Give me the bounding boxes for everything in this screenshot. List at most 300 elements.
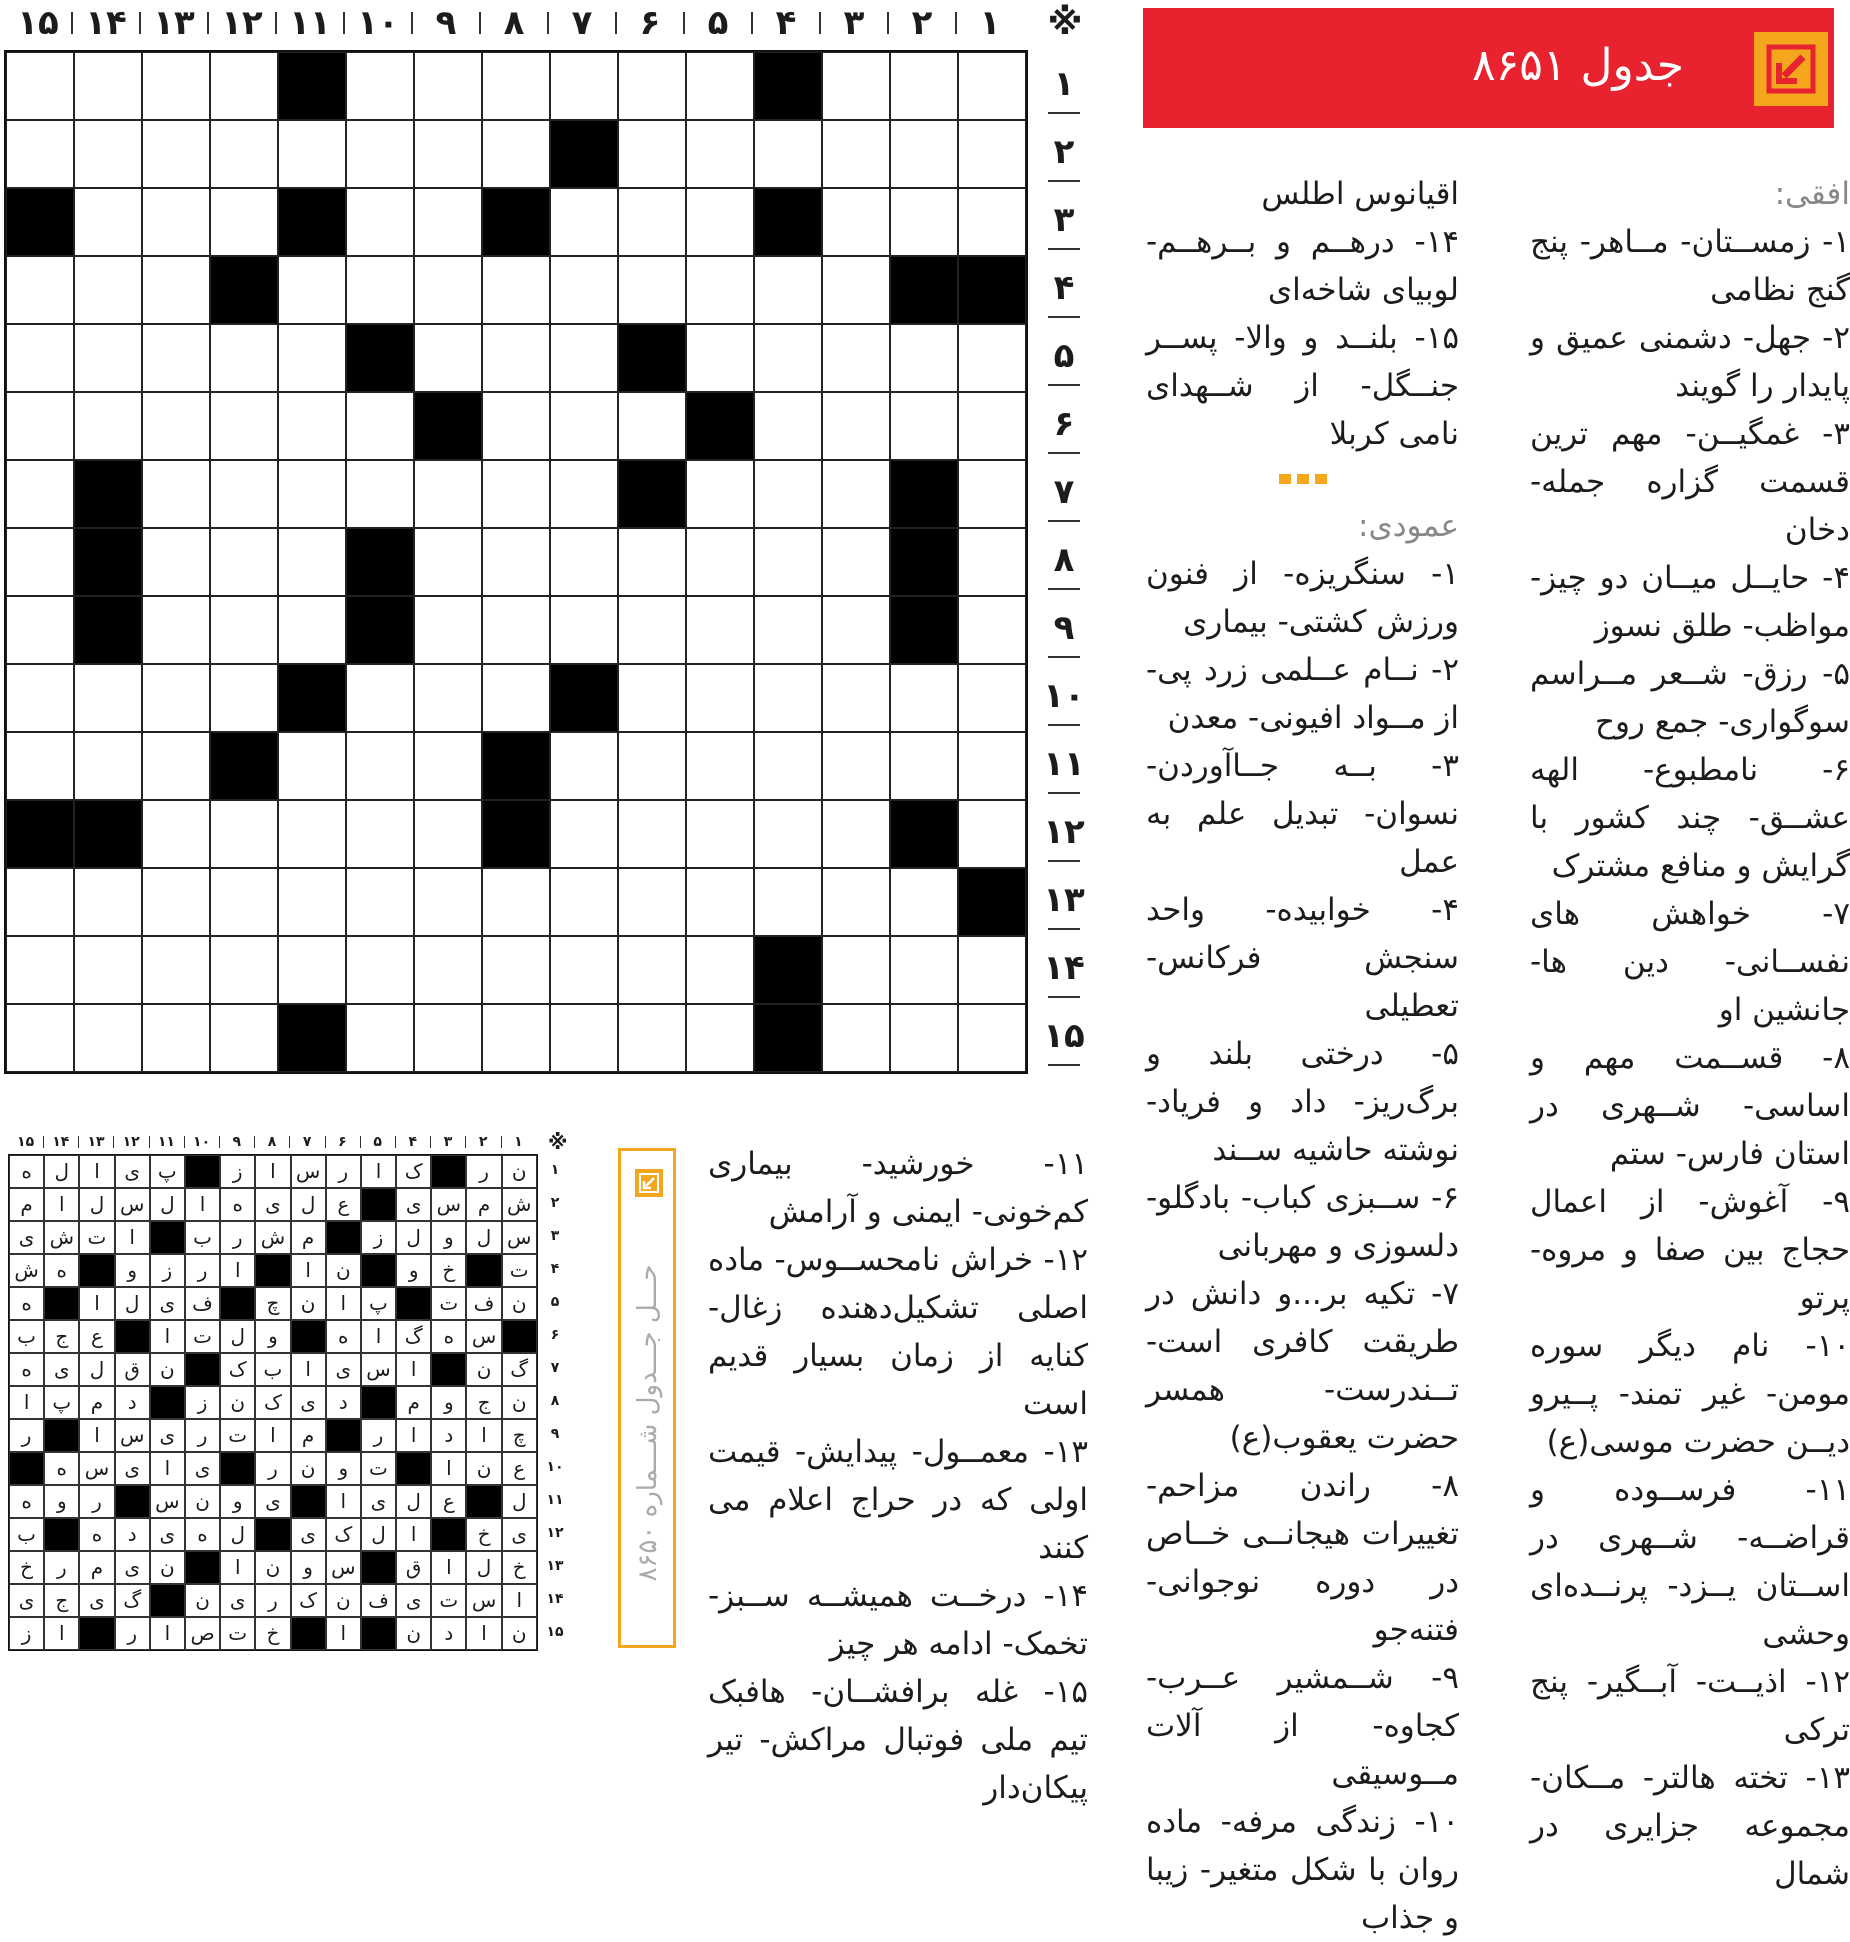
solution-cell: ن bbox=[185, 1584, 220, 1617]
solution-row-number: ۱۲ bbox=[546, 1525, 564, 1541]
black-square bbox=[754, 936, 822, 1004]
solution-row-number: ۱ bbox=[550, 1162, 560, 1178]
solution-cell: د bbox=[431, 1419, 466, 1452]
solution-column-number: ۶ bbox=[338, 1134, 347, 1150]
solution-black-square bbox=[255, 1254, 290, 1287]
solution-row-number: ۱۴ bbox=[546, 1591, 564, 1607]
solution-black-square bbox=[44, 1287, 79, 1320]
grid-cell[interactable] bbox=[550, 732, 618, 800]
solution-cell: ج bbox=[44, 1320, 79, 1353]
solution-cell: س bbox=[466, 1320, 501, 1353]
grid-cell[interactable] bbox=[6, 868, 74, 936]
solution-cell: ف bbox=[466, 1287, 501, 1320]
solution-cell: ن bbox=[291, 1287, 326, 1320]
solution-cell: د bbox=[431, 1617, 466, 1650]
grid-cell[interactable] bbox=[142, 528, 210, 596]
grid-cell[interactable] bbox=[6, 120, 74, 188]
grid-cell[interactable] bbox=[618, 120, 686, 188]
grid-cell[interactable] bbox=[278, 596, 346, 664]
grid-cell[interactable] bbox=[482, 868, 550, 936]
grid-cell[interactable] bbox=[278, 324, 346, 392]
solution-black-square bbox=[361, 1386, 396, 1419]
grid-cell[interactable] bbox=[686, 256, 754, 324]
grid-cell[interactable] bbox=[618, 596, 686, 664]
grid-cell[interactable] bbox=[754, 596, 822, 664]
grid-cell[interactable] bbox=[278, 528, 346, 596]
grid-cell[interactable] bbox=[686, 120, 754, 188]
solution-cell: ت bbox=[220, 1617, 255, 1650]
main-grid-row-numbers bbox=[1036, 50, 1092, 1074]
grid-cell[interactable] bbox=[210, 596, 278, 664]
grid-cell[interactable] bbox=[618, 528, 686, 596]
grid-cell[interactable] bbox=[686, 664, 754, 732]
grid-cell[interactable] bbox=[686, 596, 754, 664]
grid-cell[interactable] bbox=[890, 120, 958, 188]
grid-cell[interactable] bbox=[346, 868, 414, 936]
grid-cell[interactable] bbox=[482, 1004, 550, 1072]
grid-cell[interactable] bbox=[142, 120, 210, 188]
across-clue: اقیانوس اطلس bbox=[1261, 176, 1459, 212]
black-square bbox=[6, 800, 74, 868]
solution-cell: ا bbox=[326, 1287, 361, 1320]
grid-cell[interactable] bbox=[482, 460, 550, 528]
grid-cell[interactable] bbox=[754, 800, 822, 868]
grid-cell[interactable] bbox=[414, 732, 482, 800]
solution-cell: چ bbox=[255, 1287, 290, 1320]
solution-cell: س bbox=[150, 1485, 185, 1518]
grid-cell[interactable] bbox=[210, 188, 278, 256]
grid-cell[interactable] bbox=[414, 188, 482, 256]
grid-cell[interactable] bbox=[346, 188, 414, 256]
solution-cell: و bbox=[220, 1485, 255, 1518]
grid-cell[interactable] bbox=[618, 1004, 686, 1072]
solution-cell: د bbox=[115, 1518, 150, 1551]
solution-cell: ا bbox=[150, 1452, 185, 1485]
grid-cell[interactable] bbox=[822, 936, 890, 1004]
grid-cell[interactable] bbox=[754, 324, 822, 392]
black-square bbox=[278, 52, 346, 120]
row-underline bbox=[1048, 792, 1080, 794]
across-clues-column bbox=[1530, 170, 1850, 1898]
grid-cell[interactable] bbox=[142, 936, 210, 1004]
grid-cell[interactable] bbox=[550, 800, 618, 868]
grid-cell[interactable] bbox=[822, 732, 890, 800]
grid-cell[interactable] bbox=[550, 528, 618, 596]
grid-cell[interactable] bbox=[550, 324, 618, 392]
grid-cell[interactable] bbox=[958, 528, 1026, 596]
black-square bbox=[346, 324, 414, 392]
grid-cell[interactable] bbox=[686, 936, 754, 1004]
grid-cell[interactable] bbox=[686, 188, 754, 256]
grid-cell[interactable] bbox=[754, 732, 822, 800]
solution-cell: ل bbox=[115, 1287, 150, 1320]
grid-cell[interactable] bbox=[142, 324, 210, 392]
grid-cell[interactable] bbox=[414, 120, 482, 188]
solution-cell: ا bbox=[79, 1419, 114, 1452]
grid-cell[interactable] bbox=[890, 732, 958, 800]
grid-cell[interactable] bbox=[550, 52, 618, 120]
grid-cell[interactable] bbox=[822, 188, 890, 256]
grid-cell[interactable] bbox=[686, 324, 754, 392]
grid-cell[interactable] bbox=[958, 936, 1026, 1004]
column-number: ۱۱ bbox=[289, 3, 331, 43]
grid-cell[interactable] bbox=[550, 596, 618, 664]
grid-cell[interactable] bbox=[74, 392, 142, 460]
grid-cell[interactable] bbox=[346, 256, 414, 324]
solution-cell: ف bbox=[361, 1584, 396, 1617]
solution-row-number: ۷ bbox=[550, 1360, 560, 1376]
grid-cell[interactable] bbox=[550, 868, 618, 936]
grid-cell[interactable] bbox=[686, 732, 754, 800]
solution-cell: س bbox=[115, 1188, 150, 1221]
grid-cell[interactable] bbox=[686, 800, 754, 868]
solution-black-square bbox=[326, 1419, 361, 1452]
solution-cell: ا bbox=[502, 1584, 537, 1617]
row-underline bbox=[1048, 860, 1080, 862]
grid-cell[interactable] bbox=[958, 52, 1026, 120]
grid-cell[interactable] bbox=[550, 936, 618, 1004]
grid-cell[interactable] bbox=[754, 528, 822, 596]
solution-cell: پ bbox=[150, 1155, 185, 1188]
solution-cell: ش bbox=[255, 1221, 290, 1254]
solution-cell: ک bbox=[326, 1518, 361, 1551]
grid-cell[interactable] bbox=[414, 596, 482, 664]
grid-cell[interactable] bbox=[210, 324, 278, 392]
grid-cell[interactable] bbox=[890, 324, 958, 392]
black-square bbox=[414, 392, 482, 460]
grid-cell[interactable] bbox=[346, 732, 414, 800]
solution-cell: ا bbox=[361, 1155, 396, 1188]
solution-column-numbers bbox=[8, 1132, 568, 1152]
grid-cell[interactable] bbox=[278, 732, 346, 800]
grid-cell[interactable] bbox=[74, 52, 142, 120]
grid-cell[interactable] bbox=[6, 936, 74, 1004]
grid-cell[interactable] bbox=[74, 1004, 142, 1072]
grid-cell[interactable] bbox=[822, 800, 890, 868]
grid-cell[interactable] bbox=[958, 596, 1026, 664]
grid-cell[interactable] bbox=[74, 324, 142, 392]
solution-cell: ع bbox=[502, 1452, 537, 1485]
grid-cell[interactable] bbox=[890, 52, 958, 120]
row-underline bbox=[1048, 928, 1080, 930]
solution-cell: ر bbox=[220, 1221, 255, 1254]
grid-cell[interactable] bbox=[6, 664, 74, 732]
grid-cell[interactable] bbox=[958, 392, 1026, 460]
grid-cell[interactable] bbox=[618, 868, 686, 936]
grid-cell[interactable] bbox=[550, 460, 618, 528]
grid-cell[interactable] bbox=[210, 392, 278, 460]
solution-black-square bbox=[220, 1287, 255, 1320]
solution-row-number: ۱۱ bbox=[546, 1492, 564, 1508]
grid-cell[interactable] bbox=[550, 188, 618, 256]
grid-cell[interactable] bbox=[142, 596, 210, 664]
grid-cell[interactable] bbox=[482, 52, 550, 120]
solution-row-number: ۳ bbox=[550, 1228, 560, 1244]
solution-cell: ه bbox=[9, 1155, 44, 1188]
grid-cell[interactable] bbox=[686, 460, 754, 528]
solution-black-square bbox=[361, 1188, 396, 1221]
grid-cell[interactable] bbox=[890, 936, 958, 1004]
grid-cell[interactable] bbox=[958, 1004, 1026, 1072]
grid-cell[interactable] bbox=[754, 256, 822, 324]
across-clue: ۷- خواهش های نفســانی- دین ها- جانشین او bbox=[1530, 896, 1850, 1028]
grid-cell[interactable] bbox=[958, 664, 1026, 732]
grid-cell[interactable] bbox=[958, 120, 1026, 188]
grid-cell[interactable] bbox=[278, 936, 346, 1004]
solution-column-number: ۷ bbox=[302, 1134, 312, 1150]
black-square bbox=[618, 460, 686, 528]
grid-cell[interactable] bbox=[890, 664, 958, 732]
grid-cell[interactable] bbox=[210, 868, 278, 936]
grid-cell[interactable] bbox=[618, 936, 686, 1004]
grid-cell[interactable] bbox=[618, 732, 686, 800]
solution-cell: ا bbox=[291, 1254, 326, 1287]
solution-column-number: ۱۱ bbox=[157, 1134, 175, 1150]
solution-cell: پ bbox=[361, 1287, 396, 1320]
row-number: ۴ bbox=[1053, 268, 1075, 308]
grid-cell[interactable] bbox=[142, 732, 210, 800]
grid-cell[interactable] bbox=[142, 256, 210, 324]
grid-cell[interactable] bbox=[482, 936, 550, 1004]
grid-cell[interactable] bbox=[278, 120, 346, 188]
grid-cell[interactable] bbox=[550, 1004, 618, 1072]
solution-cell: ج bbox=[466, 1386, 501, 1419]
grid-cell[interactable] bbox=[210, 120, 278, 188]
grid-cell[interactable] bbox=[74, 868, 142, 936]
grid-cell[interactable] bbox=[142, 664, 210, 732]
grid-cell[interactable] bbox=[618, 664, 686, 732]
grid-cell[interactable] bbox=[210, 800, 278, 868]
grid-cell[interactable] bbox=[550, 392, 618, 460]
grid-cell[interactable] bbox=[278, 256, 346, 324]
solution-row-number: ۵ bbox=[550, 1294, 560, 1310]
grid-cell[interactable] bbox=[74, 732, 142, 800]
grid-cell[interactable] bbox=[414, 460, 482, 528]
grid-cell[interactable] bbox=[6, 460, 74, 528]
black-square bbox=[754, 188, 822, 256]
row-number: ۳ bbox=[1053, 200, 1075, 240]
grid-cell[interactable] bbox=[142, 52, 210, 120]
down-clue: ۵- درختی بلند و برگ‌ریز- داد و فریاد- نوشته حاشیه ســند bbox=[1146, 1036, 1459, 1168]
solution-cell: و bbox=[255, 1320, 290, 1353]
solution-cell: ا bbox=[185, 1188, 220, 1221]
row-number: ۱۰ bbox=[1043, 676, 1085, 716]
grid-cell[interactable] bbox=[958, 188, 1026, 256]
grid-cell[interactable] bbox=[210, 52, 278, 120]
grid-cell[interactable] bbox=[822, 1004, 890, 1072]
grid-cell[interactable] bbox=[210, 460, 278, 528]
grid-cell[interactable] bbox=[414, 1004, 482, 1072]
grid-cell[interactable] bbox=[414, 256, 482, 324]
row-number: ۱۵ bbox=[1043, 1016, 1085, 1056]
grid-cell[interactable] bbox=[754, 664, 822, 732]
grid-cell[interactable] bbox=[142, 188, 210, 256]
grid-cell[interactable] bbox=[278, 800, 346, 868]
solution-cell: خ bbox=[9, 1551, 44, 1584]
grid-cell[interactable] bbox=[74, 936, 142, 1004]
clues-column-middle bbox=[1146, 170, 1459, 1942]
grid-cell[interactable] bbox=[6, 596, 74, 664]
grid-cell[interactable] bbox=[686, 52, 754, 120]
grid-cell[interactable] bbox=[346, 52, 414, 120]
down-clue-list bbox=[1146, 550, 1459, 1942]
solution-row-number: ۸ bbox=[550, 1393, 560, 1409]
grid-cell[interactable] bbox=[414, 800, 482, 868]
grid-cell[interactable] bbox=[482, 120, 550, 188]
grid-cell[interactable] bbox=[686, 528, 754, 596]
grid-cell[interactable] bbox=[822, 324, 890, 392]
grid-cell[interactable] bbox=[74, 188, 142, 256]
grid-cell[interactable] bbox=[618, 52, 686, 120]
grid-cell[interactable] bbox=[618, 188, 686, 256]
solution-black-square bbox=[361, 1551, 396, 1584]
solution-column-number: ۱ bbox=[514, 1134, 523, 1150]
grid-cell[interactable] bbox=[890, 1004, 958, 1072]
solution-cell: م bbox=[291, 1419, 326, 1452]
grid-cell[interactable] bbox=[754, 392, 822, 460]
grid-cell[interactable] bbox=[346, 664, 414, 732]
grid-cell[interactable] bbox=[6, 1004, 74, 1072]
row-number: ۷ bbox=[1053, 472, 1075, 512]
grid-cell[interactable] bbox=[822, 120, 890, 188]
grid-cell[interactable] bbox=[550, 256, 618, 324]
grid-cell[interactable] bbox=[482, 664, 550, 732]
grid-cell[interactable] bbox=[482, 256, 550, 324]
grid-cell[interactable] bbox=[754, 460, 822, 528]
grid-cell[interactable] bbox=[210, 1004, 278, 1072]
grid-cell[interactable] bbox=[278, 460, 346, 528]
grid-cell[interactable] bbox=[754, 868, 822, 936]
solution-cell: س bbox=[79, 1452, 114, 1485]
grid-cell[interactable] bbox=[210, 936, 278, 1004]
grid-cell[interactable] bbox=[6, 732, 74, 800]
grid-cell[interactable] bbox=[142, 460, 210, 528]
grid-cell[interactable] bbox=[822, 52, 890, 120]
grid-cell[interactable] bbox=[414, 664, 482, 732]
solution-black-square bbox=[431, 1518, 466, 1551]
solution-cell: خ bbox=[466, 1518, 501, 1551]
grid-cell[interactable] bbox=[346, 936, 414, 1004]
solution-cell: ن bbox=[220, 1386, 255, 1419]
solution-cell: م bbox=[9, 1188, 44, 1221]
solution-cell: ن bbox=[396, 1617, 431, 1650]
grid-cell[interactable] bbox=[74, 664, 142, 732]
grid-cell[interactable] bbox=[822, 528, 890, 596]
grid-cell[interactable] bbox=[142, 1004, 210, 1072]
grid-cell[interactable] bbox=[822, 596, 890, 664]
grid-cell[interactable] bbox=[482, 324, 550, 392]
puzzle-title: جدول ۸۶۵۱ bbox=[1471, 40, 1684, 91]
grid-cell[interactable] bbox=[822, 392, 890, 460]
down-clue: ۷- تکیه بر...و دانش در طریقت کافری است- تــندرست- همسر حضرت یعقوب(ع) bbox=[1146, 1276, 1459, 1456]
grid-cell[interactable] bbox=[74, 120, 142, 188]
grid-cell[interactable] bbox=[686, 868, 754, 936]
grid-cell[interactable] bbox=[822, 868, 890, 936]
grid-cell[interactable] bbox=[210, 528, 278, 596]
grid-cell[interactable] bbox=[958, 324, 1026, 392]
grid-cell[interactable] bbox=[278, 392, 346, 460]
column-number: ۱ bbox=[979, 3, 1001, 43]
grid-cell[interactable] bbox=[6, 52, 74, 120]
solution-cell: ن bbox=[502, 1155, 537, 1188]
black-square bbox=[278, 188, 346, 256]
grid-cell[interactable] bbox=[958, 460, 1026, 528]
grid-cell[interactable] bbox=[6, 392, 74, 460]
grid-cell[interactable] bbox=[958, 800, 1026, 868]
grid-cell[interactable] bbox=[414, 936, 482, 1004]
solution-cell: خ bbox=[502, 1551, 537, 1584]
grid-cell[interactable] bbox=[210, 664, 278, 732]
grid-cell[interactable] bbox=[142, 800, 210, 868]
column-number: ۴ bbox=[775, 3, 797, 43]
down-clue: ۱۵- غله برافشــان- هافبک تیم ملی فوتبال مراکش- تیر پیکان‌دار bbox=[708, 1674, 1088, 1806]
solution-cell: س bbox=[115, 1419, 150, 1452]
solution-black-square bbox=[150, 1221, 185, 1254]
column-number: ۹ bbox=[435, 3, 457, 43]
down-clue: ۱۰- زندگی مرفه- ماده روان با شکل متغیر- زیبا و جذاب bbox=[1146, 1804, 1459, 1936]
grid-cell[interactable] bbox=[346, 800, 414, 868]
across-clue: ۶- نامطبوع- الهه عشــق- چند کشور با گرایش و منافع مشترک bbox=[1530, 752, 1850, 884]
grid-cell[interactable] bbox=[618, 800, 686, 868]
grid-cell[interactable] bbox=[890, 392, 958, 460]
grid-cell[interactable] bbox=[686, 1004, 754, 1072]
main-grid-column-numbers bbox=[4, 0, 1057, 46]
solution-row-number: ۲ bbox=[550, 1195, 560, 1211]
grid-cell[interactable] bbox=[890, 188, 958, 256]
grid-cell[interactable] bbox=[958, 732, 1026, 800]
grid-cell[interactable] bbox=[482, 392, 550, 460]
down-clue: ۱۲- خراش نامحســوس- ماده اصلی تشکیل‌دهنده زغال- کنایه از زمان بسیار قدیم است bbox=[708, 1242, 1088, 1422]
separator-dots-icon bbox=[1146, 474, 1459, 484]
black-square bbox=[74, 460, 142, 528]
grid-cell[interactable] bbox=[346, 1004, 414, 1072]
grid-cell[interactable] bbox=[482, 596, 550, 664]
grid-cell[interactable] bbox=[414, 52, 482, 120]
grid-cell[interactable] bbox=[890, 868, 958, 936]
grid-cell[interactable] bbox=[822, 460, 890, 528]
grid-cell[interactable] bbox=[822, 256, 890, 324]
solution-cell: ل bbox=[466, 1221, 501, 1254]
grid-cell[interactable] bbox=[278, 868, 346, 936]
grid-cell[interactable] bbox=[482, 528, 550, 596]
grid-cell[interactable] bbox=[618, 256, 686, 324]
grid-cell[interactable] bbox=[822, 664, 890, 732]
solution-cell: ز bbox=[220, 1155, 255, 1188]
grid-cell[interactable] bbox=[754, 120, 822, 188]
grid-cell[interactable] bbox=[618, 392, 686, 460]
grid-cell[interactable] bbox=[414, 528, 482, 596]
solution-cell: گ bbox=[502, 1353, 537, 1386]
grid-cell[interactable] bbox=[6, 324, 74, 392]
solution-cell: ه bbox=[44, 1254, 79, 1287]
solution-cell: ا bbox=[150, 1617, 185, 1650]
grid-cell[interactable] bbox=[346, 392, 414, 460]
grid-cell[interactable] bbox=[74, 256, 142, 324]
solution-column-number: ۱۲ bbox=[122, 1134, 140, 1150]
grid-cell[interactable] bbox=[142, 868, 210, 936]
solution-cell: ه bbox=[220, 1188, 255, 1221]
grid-cell[interactable] bbox=[346, 460, 414, 528]
grid-cell[interactable] bbox=[6, 256, 74, 324]
solution-black-square bbox=[220, 1452, 255, 1485]
solution-black-square bbox=[361, 1617, 396, 1650]
grid-cell[interactable] bbox=[142, 392, 210, 460]
grid-cell[interactable] bbox=[6, 528, 74, 596]
grid-cell[interactable] bbox=[414, 324, 482, 392]
grid-cell[interactable] bbox=[346, 120, 414, 188]
grid-cell[interactable] bbox=[414, 868, 482, 936]
across-clue: ۱۲- اذیــت- آبــگیر- پنج ترکی bbox=[1530, 1664, 1850, 1748]
